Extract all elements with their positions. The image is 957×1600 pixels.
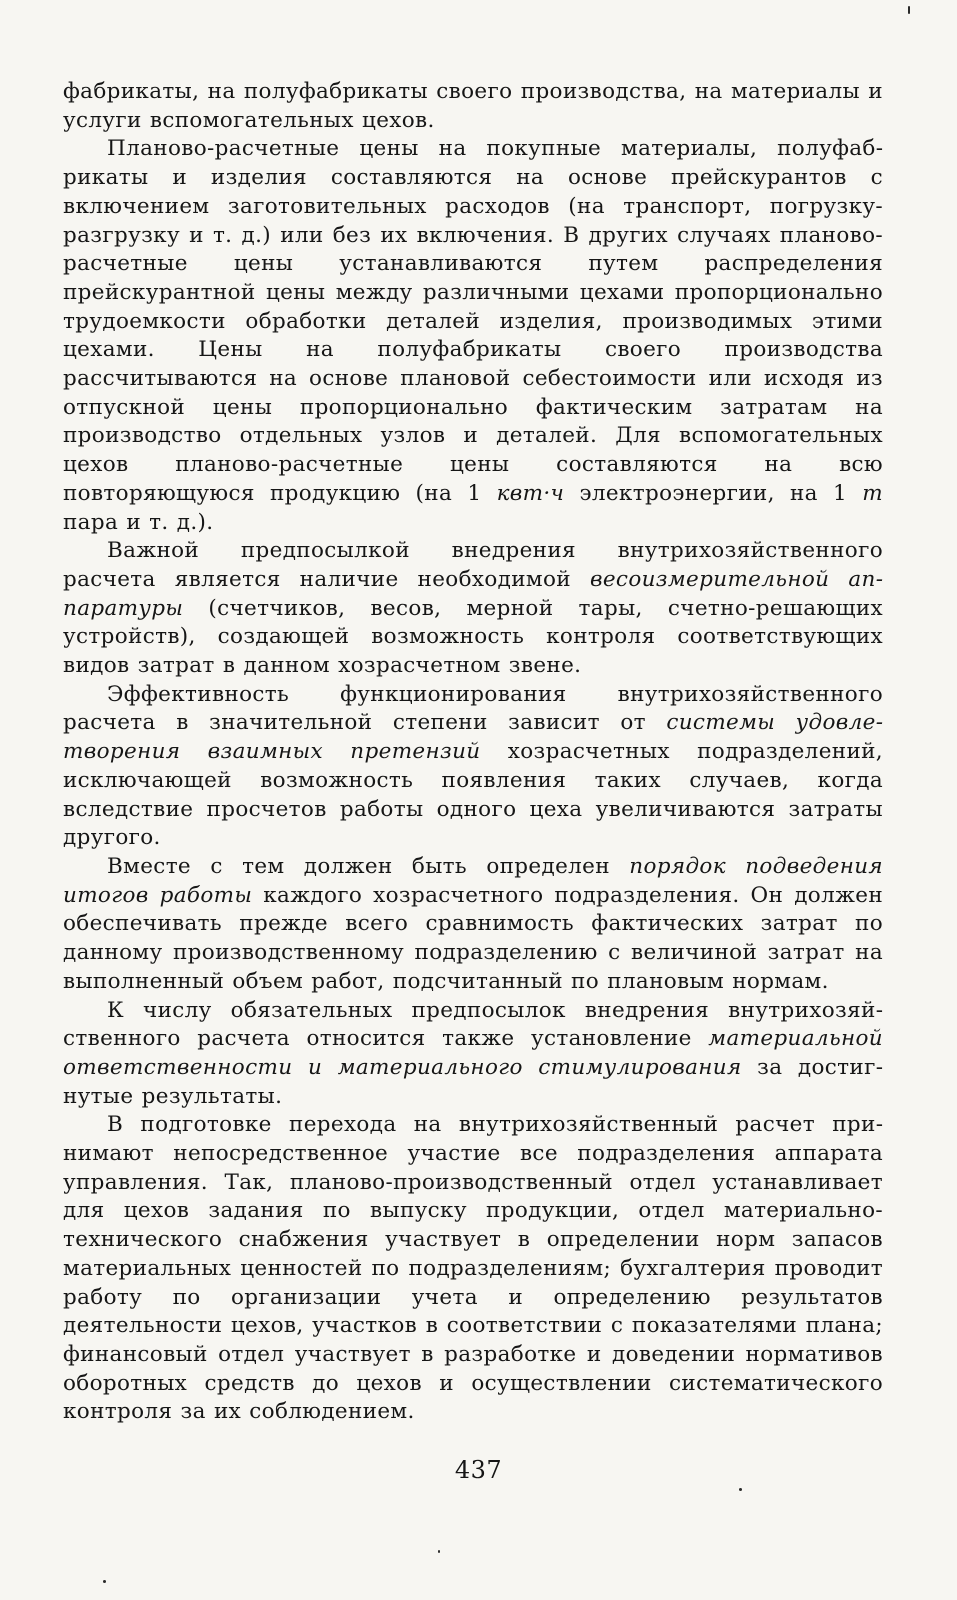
scan-speck xyxy=(908,6,910,14)
text-run: В подготовке перехода на внутрихозяйственный расчет принимают непосредственное участие все подразделения аппарата управления. Так, планово-производственный отдел устанавливает для цехов задания по выпуску продукции, отдел материально-технического снабжения участвует в определении норм запасов материальных ценностей по подразделениям; бухгалтерия проводит работу по организации учета и определению результатов деятельности цехов, участков в соответствии с показателями плана; финансовый отдел участвует в разработке и доведении нормативов оборотных средств до цехов и осуществлении систематического контроля за их соблюдением. xyxy=(63,1112,883,1425)
paragraph xyxy=(63,997,883,1112)
text-run: пара и т. д.). xyxy=(63,509,214,535)
emphasized-text: весоизмерительной аппаратуры xyxy=(63,566,883,621)
paragraph xyxy=(63,135,883,537)
text-run: каждого хозрасчетного подразделения. Он должен обеспечивать прежде всего сравнимость фактических затрат по данному производственному подразделению с величиной затрат на выполненный объем работ, подсчитанный по плановым нормам. xyxy=(63,882,883,994)
text-run: Важной предпосылкой внедрения внутрихозяйственного расчета является наличие необходимой xyxy=(63,538,883,592)
scan-speck xyxy=(438,1550,440,1553)
emphasized-text: т xyxy=(862,480,883,506)
emphasized-text: порядок подведения итогов работы xyxy=(63,853,883,908)
emphasized-text: системы удовлетворения взаимных претензий xyxy=(63,710,883,765)
scan-speck xyxy=(739,1488,742,1491)
text-run: (счетчиков, весов, мерной тары, счетно-решающих устройств), создающей возможность контроля соответствующих видов затрат в данном хозрасчетном звене. xyxy=(63,595,883,679)
text-run: Планово-расчетные цены на покупные материалы, полуфабрикаты и изделия составляются на основе прейскурантов с включением заготовительных расходов (на транспорт, погрузку-разгрузку и т. д.) или без их включения. В других случаях планово-расчетные цены устанавливаются путем распределения прейскурантной цены между различными цехами пропорционально трудоемкости обработки деталей изделия, производимых этими цехами. Цены на полуфабрикаты своего производства рассчитываются на основе плановой себестоимости или исходя из отпускной цены пропорционально фактическим затратам на производство отдельных узлов и деталей. Для вспомогательных цехов планово-расчетные цены составляются на всю повторяющуюся продукцию (на 1 xyxy=(63,136,883,506)
text-run: хозрасчетных подразделений, исключающей возможность появления таких случаев, когда вследствие просчетов работы одного цеха увеличиваются затраты другого. xyxy=(63,739,883,851)
page-body xyxy=(63,78,883,1427)
emphasized-text: квт·ч xyxy=(496,480,565,506)
text-run: за достигнутые результаты. xyxy=(63,1054,883,1109)
page-number: 437 xyxy=(454,1456,503,1484)
paragraph xyxy=(63,78,883,135)
text-run: фабрикаты, на полуфабрикаты своего производства, на материалы и услуги вспомогательных цехов. xyxy=(63,79,883,133)
paragraph xyxy=(63,537,883,681)
text-run: Вместе с тем должен быть определен xyxy=(107,853,630,879)
paragraph xyxy=(63,1111,883,1427)
text-run: К числу обязательных предпосылок внедрения внутрихозяйственного расчета относится также установление xyxy=(63,997,883,1052)
paragraph xyxy=(63,681,883,853)
emphasized-text: материальной ответственности и материального стимулирования xyxy=(63,1026,883,1080)
text-run: Эффективность функционирования внутрихозяйственного расчета в значительной степени зависит от xyxy=(63,681,883,736)
scan-speck xyxy=(103,1580,106,1583)
paragraph xyxy=(63,853,883,997)
text-run: электроэнергии, на 1 xyxy=(564,480,863,506)
